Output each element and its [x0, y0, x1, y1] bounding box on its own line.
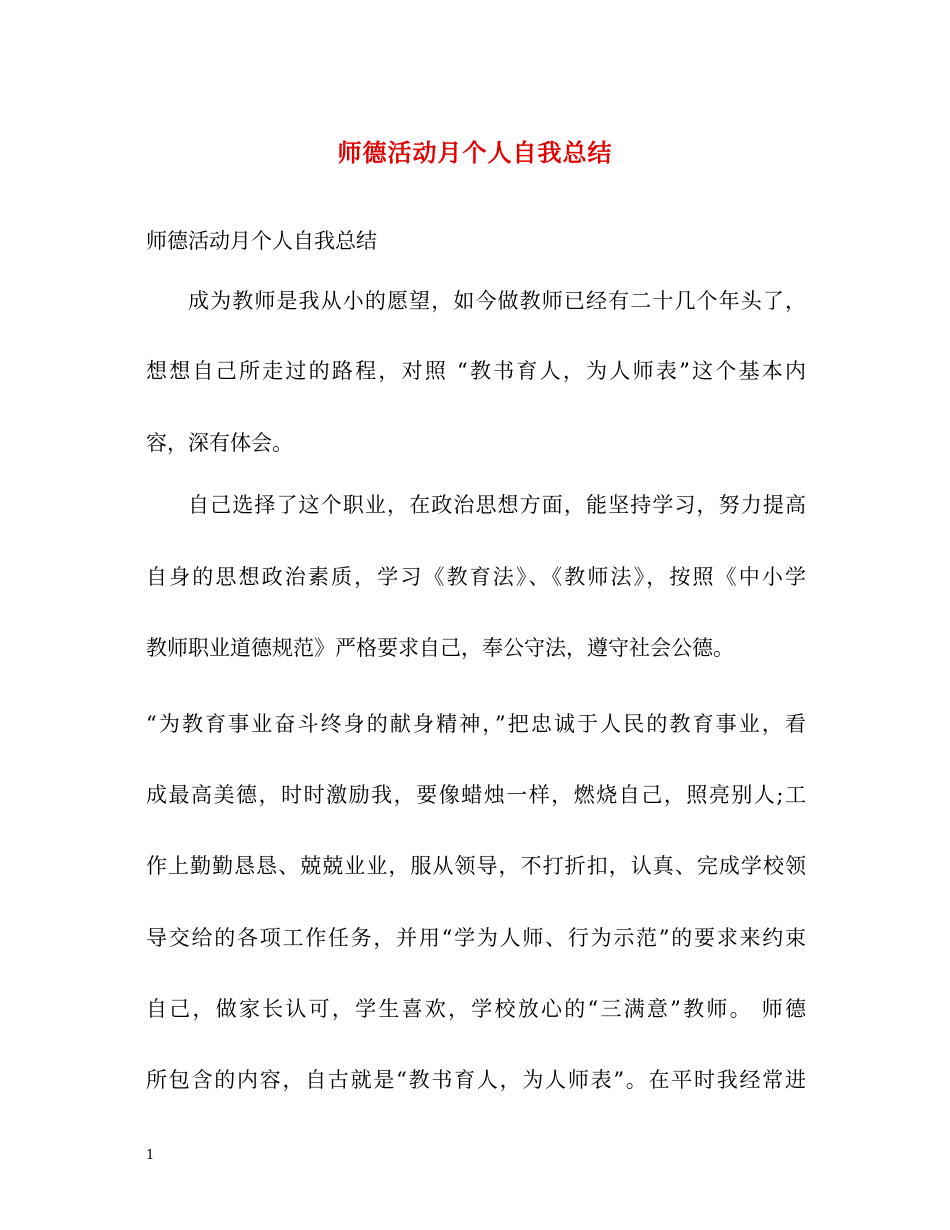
body-line-8: 成最高美德，时时激励我，要像蜡烛一样，燃烧自己，照亮别人;工 — [146, 783, 806, 807]
document-title: 师德活动月个人自我总结 — [337, 138, 613, 167]
body-line-2: 想想自己所走过的路程，对照 “教书育人，为人师表”这个基本内 — [146, 359, 806, 383]
body-line-4: 自己选择了这个职业，在政治思想方面，能坚持学习，努力提高 — [188, 493, 806, 517]
body-line-9: 作上勤勤恳恳、兢兢业业，服从领导，不打折扣，认真、完成学校领 — [146, 854, 806, 878]
body-line-6: 教师职业道德规范》严格要求自己，奉公守法，遵守社会公德。 — [146, 636, 734, 660]
body-line-12: 所包含的内容，自古就是“教书育人，为人师表”。在平时我经常进 — [146, 1068, 806, 1092]
body-line-3: 容，深有体会。 — [146, 431, 293, 455]
body-line-10: 导交给的各项工作任务，并用“学为人师、行为示范”的要求来约束 — [146, 926, 806, 950]
body-line-5: 自身的思想政治素质，学习《教育法》、《教师法》，按照《中小学 — [146, 565, 806, 589]
body-line-11: 自己，做家长认可，学生喜欢，学校放心的“三满意”教师。 师德 — [146, 997, 806, 1021]
body-line-1: 成为教师是我从小的愿望，如今做教师已经有二十几个年头了， — [188, 289, 806, 313]
page-number: 1 — [146, 1148, 155, 1163]
body-line-7: “为教育事业奋斗终身的献身精神，”把忠诚于人民的教育事业，看 — [146, 712, 806, 736]
document-subtitle: 师德活动月个人自我总结 — [146, 229, 377, 253]
